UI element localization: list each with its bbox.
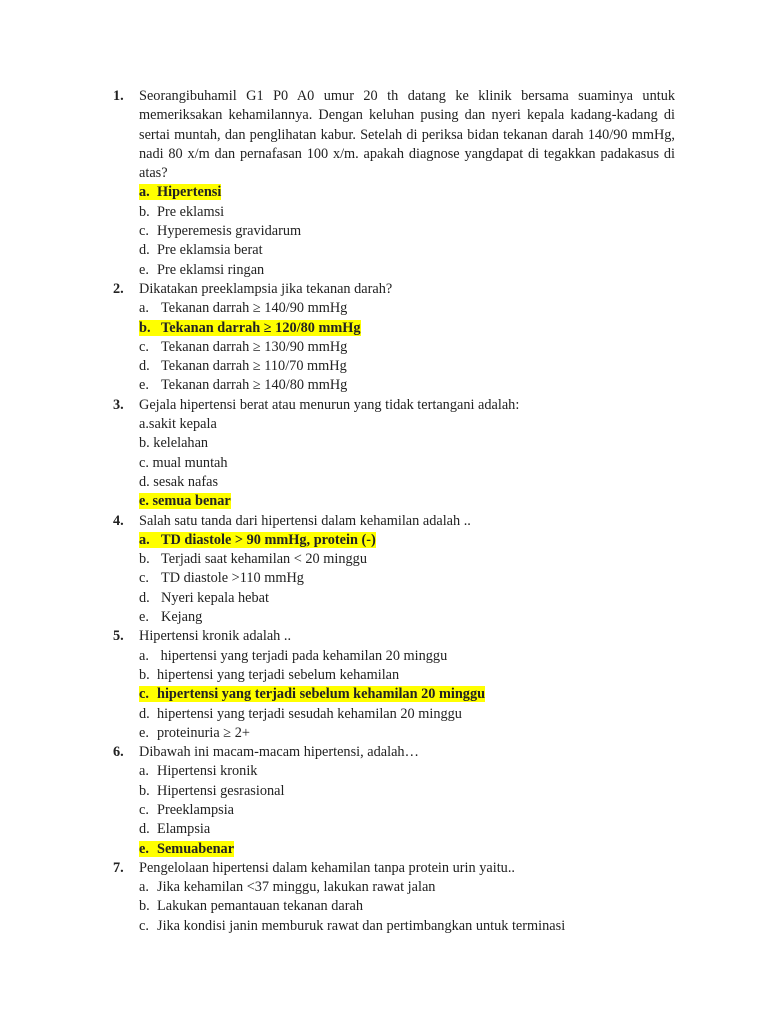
highlighted-answer: [139, 686, 485, 702]
answer-content: [139, 474, 218, 490]
option-label: e.: [139, 724, 149, 741]
highlighted-answer: [139, 493, 231, 509]
option-label: a.: [139, 879, 149, 896]
option-label: b.: [139, 203, 150, 220]
question-header: [113, 627, 675, 646]
option-text: proteinuria ≥ 2+: [157, 724, 250, 741]
answer-option: [113, 647, 675, 666]
option-label: e.: [139, 609, 149, 626]
question-text: Hipertensi kronik adalah ..: [139, 628, 292, 645]
answer-content: [139, 416, 217, 432]
option-text: c. mual muntah: [139, 454, 228, 471]
option-text: Pre eklamsia berat: [157, 242, 263, 259]
option-label: d.: [139, 589, 150, 606]
answer-option: [113, 434, 675, 453]
option-label: a.: [139, 300, 149, 317]
answer-content: [139, 455, 228, 471]
answer-option: [113, 550, 675, 569]
answer-option: [113, 917, 675, 936]
option-label: c.: [139, 917, 149, 934]
option-text: Kejang: [161, 609, 203, 626]
option-text: Tekanan darrah ≥ 140/90 mmHg: [161, 300, 348, 317]
answer-option: [113, 376, 675, 395]
option-label: c.: [139, 801, 149, 818]
option-label: e.: [139, 840, 149, 857]
option-text: Terjadi saat kehamilan < 20 minggu: [161, 551, 367, 568]
answer-content: [139, 551, 367, 567]
option-text: Pre eklamsi: [157, 203, 225, 220]
option-label: e.: [139, 377, 149, 394]
answer-content: [139, 898, 363, 914]
answer-option: [113, 183, 675, 202]
question-item: [113, 87, 675, 280]
question-item: [113, 396, 675, 512]
answer-option: [113, 569, 675, 588]
option-label: c.: [139, 338, 149, 355]
answer-content: [139, 242, 263, 258]
answer-option: [113, 299, 675, 318]
option-text: Hipertensi: [157, 184, 222, 201]
highlighted-answer: [139, 320, 361, 336]
answer-option: [113, 241, 675, 260]
answer-option: [113, 415, 675, 434]
answer-content: [139, 570, 304, 586]
answer-content: [139, 763, 257, 779]
option-text: hipertensi yang terjadi pada kehamilan 20 minggu: [157, 647, 448, 664]
highlighted-answer: [139, 841, 234, 857]
question-item: [113, 280, 675, 396]
option-label: d.: [139, 242, 150, 259]
question-header: [113, 859, 675, 878]
answer-option: [113, 897, 675, 916]
answer-content: [139, 725, 250, 741]
option-label: b.: [139, 551, 150, 568]
option-label: a.: [139, 531, 150, 548]
option-text: Tekanan darrah ≥ 130/90 mmHg: [161, 338, 348, 355]
answer-content: [139, 879, 435, 895]
question-number: 7.: [113, 859, 124, 876]
answer-option: [113, 666, 675, 685]
answer-option: [113, 589, 675, 608]
answer-option: [113, 820, 675, 839]
answer-content: [139, 300, 347, 316]
question-item: [113, 627, 675, 743]
option-label: a.: [139, 647, 149, 664]
option-text: Hipertensi gesrasional: [157, 782, 285, 799]
answer-option: [113, 454, 675, 473]
option-label: a.: [139, 184, 150, 201]
option-text: Lakukan pemantauan tekanan darah: [157, 898, 364, 915]
answer-option: [113, 608, 675, 627]
question-text: Pengelolaan hipertensi dalam kehamilan tanpa protein urin yaitu..: [139, 859, 515, 876]
option-text: Jika kondisi janin memburuk rawat dan pertimbangkan untuk terminasi: [157, 917, 566, 934]
question-header: [113, 512, 675, 531]
answer-option: [113, 319, 675, 338]
option-text: Hipertensi kronik: [157, 763, 258, 780]
option-text: d. sesak nafas: [139, 473, 219, 490]
option-label: c.: [139, 570, 149, 587]
question-header: [113, 743, 675, 762]
question-number: 1.: [113, 88, 124, 104]
option-label: b.: [139, 319, 151, 336]
option-text: Nyeri kepala hebat: [161, 589, 269, 606]
answer-content: [139, 435, 208, 451]
answer-content: [139, 667, 399, 683]
option-text: Preeklampsia: [157, 801, 235, 818]
option-text: Hyperemesis gravidarum: [157, 223, 302, 240]
option-text: hipertensi yang terjadi sebelum kehamilan: [157, 666, 400, 683]
answer-content: [139, 648, 447, 664]
answer-content: [139, 802, 234, 818]
question-item: [113, 859, 675, 936]
answer-option: [113, 840, 675, 859]
option-label: b.: [139, 782, 150, 799]
answer-content: [139, 590, 269, 606]
answer-content: [139, 339, 347, 355]
question-number: 6.: [113, 744, 124, 761]
answer-content: [139, 918, 565, 934]
question-item: [113, 512, 675, 628]
answer-option: [113, 782, 675, 801]
question-text: Dibawah ini macam-macam hipertensi, adalah…: [139, 744, 419, 761]
option-text: b. kelelahan: [139, 435, 209, 452]
answer-option: [113, 801, 675, 820]
question-list: [113, 87, 675, 936]
option-text: hipertensi yang terjadi sebelum kehamilan 20 minggu: [157, 686, 486, 703]
option-text: TD diastole > 90 mmHg, protein (-): [161, 531, 376, 548]
answer-content: [139, 609, 202, 625]
answer-option: [113, 203, 675, 222]
highlighted-answer: [139, 184, 221, 200]
option-text: Tekanan darrah ≥ 120/80 mmHg: [161, 319, 361, 336]
option-text: Tekanan darrah ≥ 140/80 mmHg: [161, 377, 348, 394]
option-label: d.: [139, 358, 150, 375]
answer-content: [139, 821, 210, 837]
answer-option: [113, 473, 675, 492]
answer-option: [113, 878, 675, 897]
question-text: Gejala hipertensi berat atau menurun yang tidak tertangani adalah:: [139, 396, 520, 413]
option-text: e. semua benar: [139, 493, 231, 510]
answer-option: [113, 705, 675, 724]
option-text: Semuabenar: [157, 840, 235, 857]
option-text: Pre eklamsi ringan: [157, 261, 265, 278]
option-text: Elampsia: [157, 821, 211, 838]
answer-content: [139, 262, 264, 278]
answer-option: [113, 338, 675, 357]
option-text: TD diastole >110 mmHg: [161, 570, 304, 587]
question-number: 3.: [113, 396, 124, 413]
answer-content: [139, 783, 284, 799]
answer-option: [113, 685, 675, 704]
question-header: [113, 280, 675, 299]
option-label: c.: [139, 223, 149, 240]
option-label: b.: [139, 666, 150, 683]
question-number: 2.: [113, 280, 124, 297]
answer-content: [139, 223, 301, 239]
answer-option: [113, 762, 675, 781]
option-text: Tekanan darrah ≥ 110/70 mmHg: [161, 358, 347, 375]
question-number: 5.: [113, 628, 124, 645]
option-text: Jika kehamilan <37 minggu, lakukan rawat jalan: [157, 879, 436, 896]
answer-option: [113, 261, 675, 280]
option-label: e.: [139, 261, 149, 278]
option-label: d.: [139, 705, 150, 722]
question-number: 4.: [113, 512, 124, 529]
question-header: [113, 87, 675, 183]
answer-content: [139, 204, 224, 220]
question-header: [113, 396, 675, 415]
highlighted-answer: [139, 532, 376, 548]
answer-content: [139, 706, 462, 722]
option-label: b.: [139, 898, 150, 915]
option-label: c.: [139, 686, 149, 703]
option-label: a.: [139, 763, 149, 780]
option-label: d.: [139, 821, 150, 838]
question-item: [113, 743, 675, 859]
answer-content: [139, 377, 347, 393]
option-text: a.sakit kepala: [139, 416, 217, 433]
answer-option: [113, 724, 675, 743]
answer-option: [113, 222, 675, 241]
question-text: Dikatakan preeklampsia jika tekanan darah?: [139, 280, 393, 297]
option-text: hipertensi yang terjadi sesudah kehamilan 20 minggu: [157, 705, 462, 722]
answer-option: [113, 357, 675, 376]
answer-option: [113, 492, 675, 511]
question-text: Seorangibuhamil G1 P0 A0 umur 20 th datang ke klinik bersama suaminya untuk memeriksakan kehamilannya. Dengan keluhan pusing dan nyeri kepala kadang-kadang di sertai muntah, dan penglihatan kabur. Setelah di periksa bidan tekanan darah 140/90 mmHg, nadi 80 x/m dan pernafasan 100 x/m. apakah diagnose yangdapat di tegakkan padakasus di atas?: [139, 88, 675, 182]
answer-option: [113, 531, 675, 550]
answer-content: [139, 358, 347, 374]
question-text: Salah satu tanda dari hipertensi dalam kehamilan adalah ..: [139, 512, 471, 529]
